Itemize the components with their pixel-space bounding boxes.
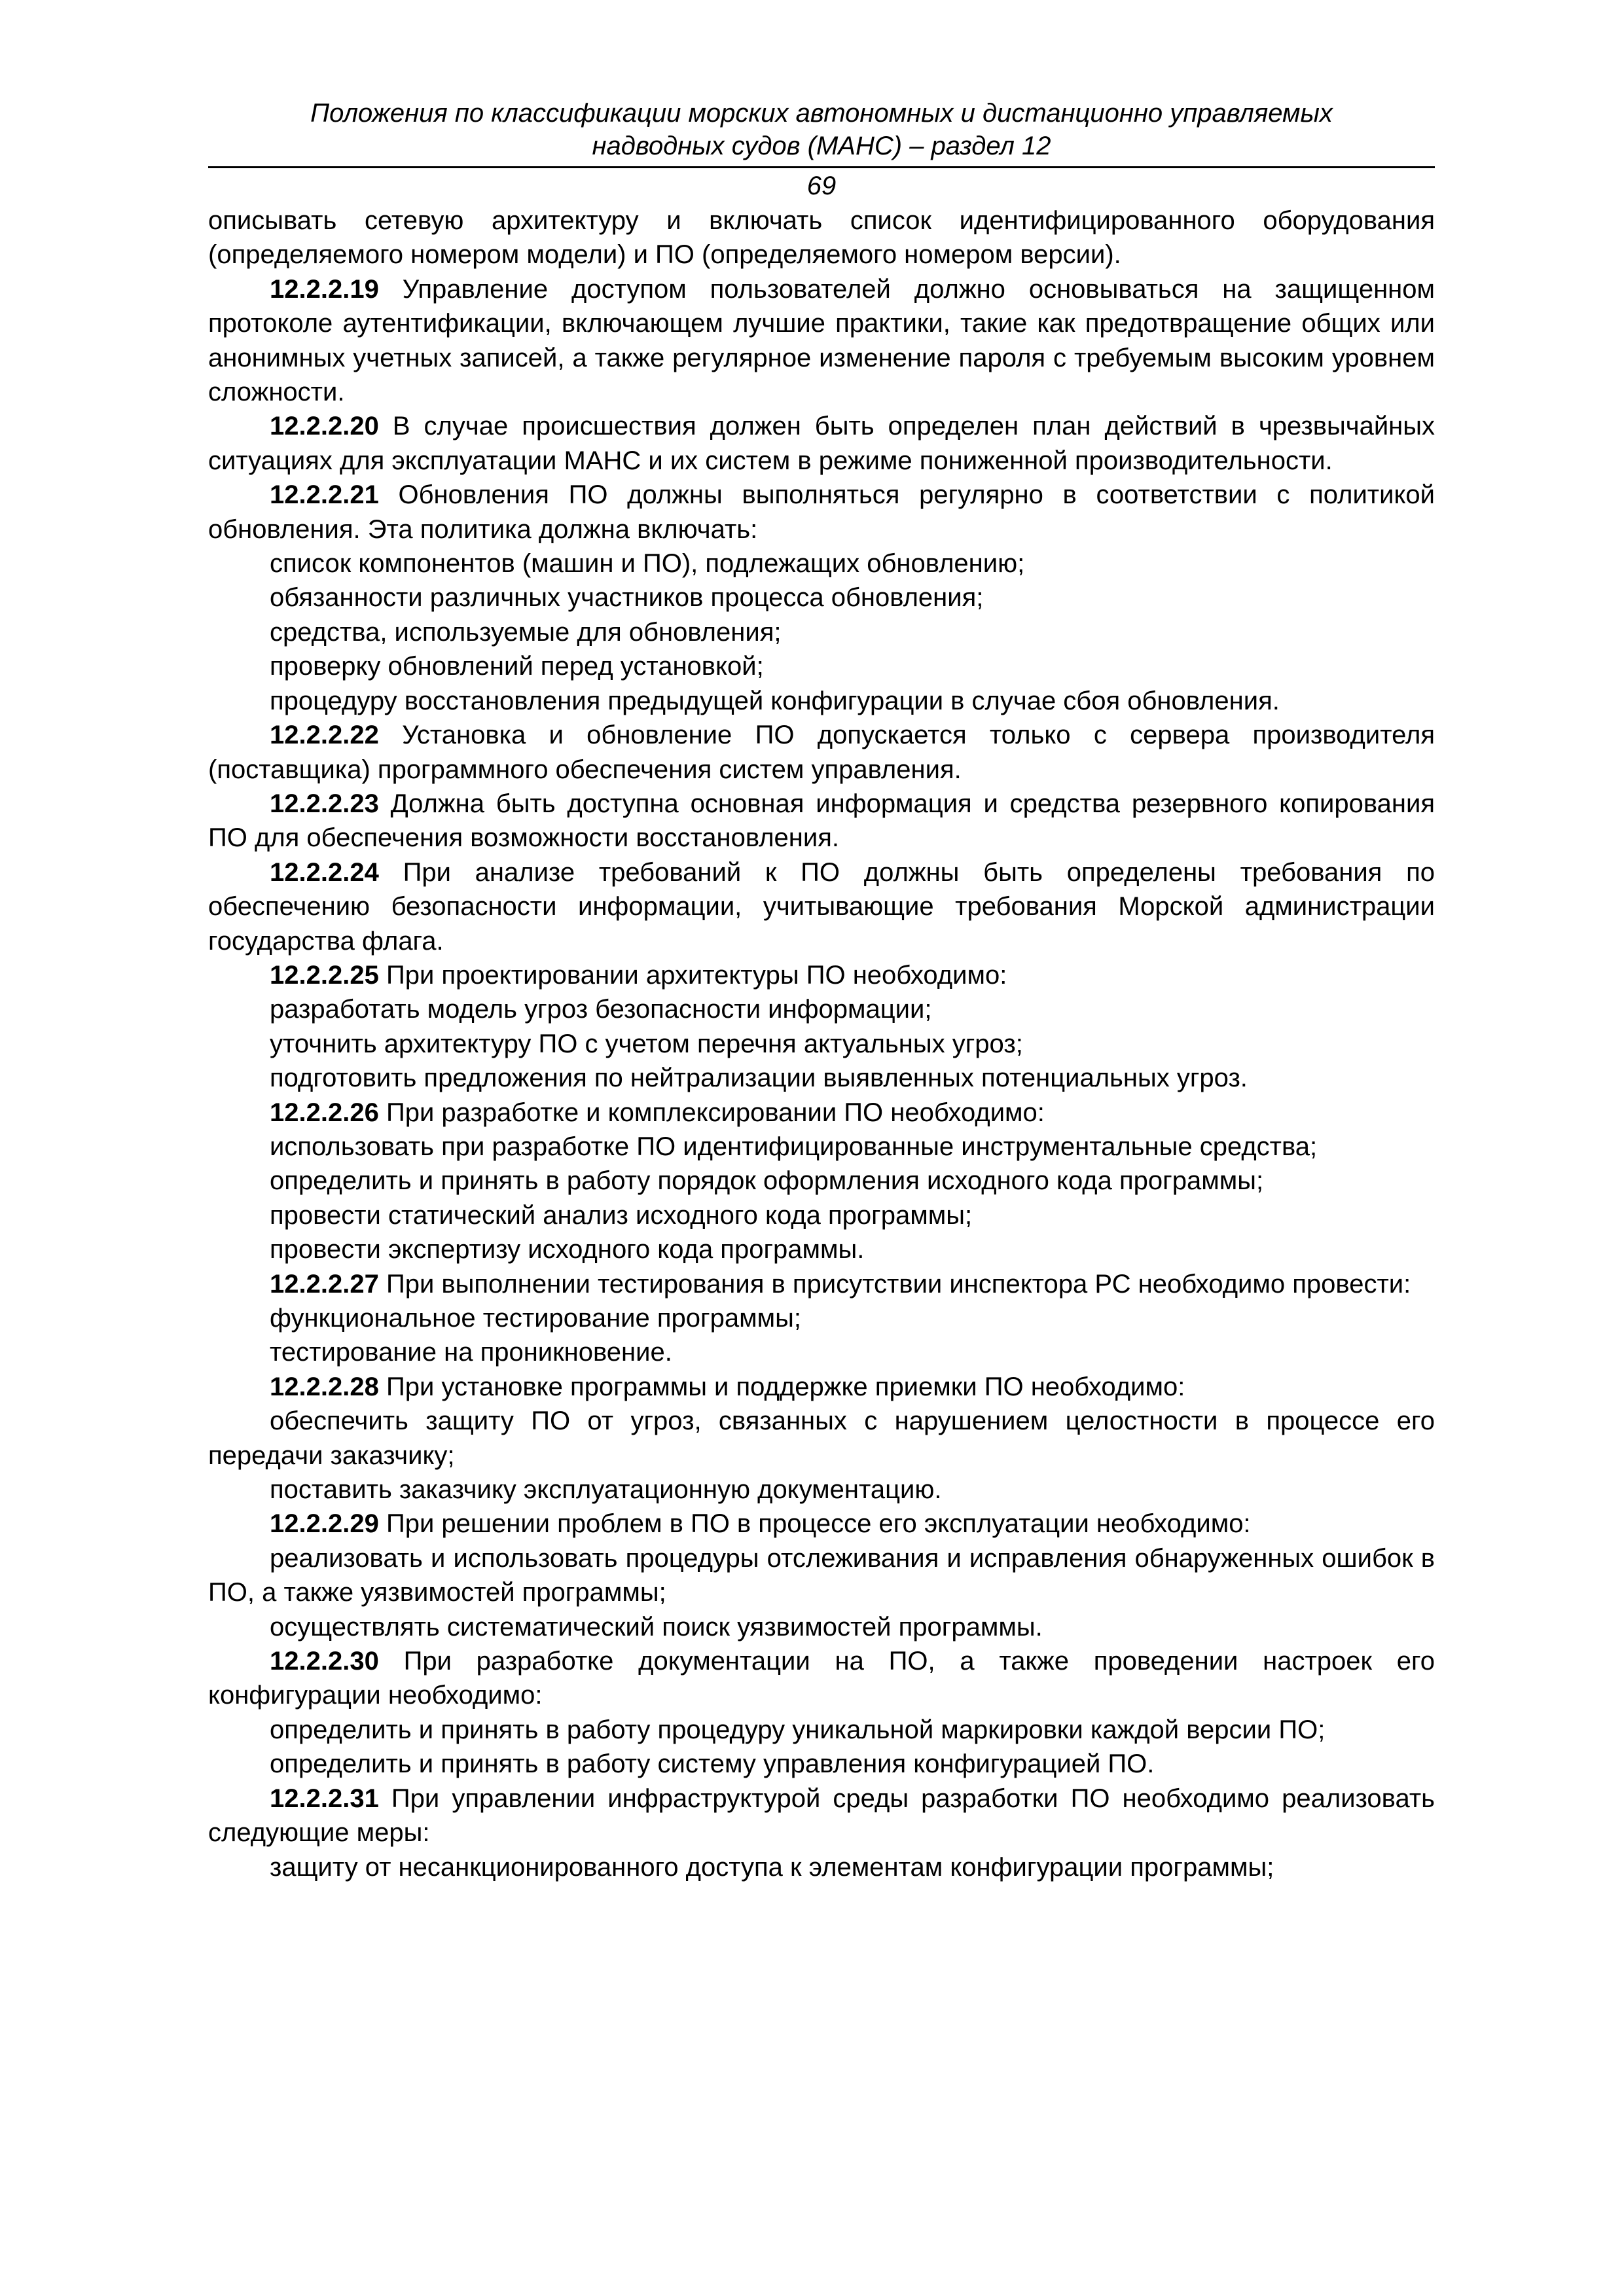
paragraph-text: Должна быть доступна основная информация и средства резервного копирования ПО для обеспечения возможности восстановления. (208, 789, 1435, 853)
list-item: провести экспертизу исходного кода программы. (270, 1235, 865, 1265)
paragraph-12-2-2-26 (208, 1096, 1435, 1130)
paragraph-12-2-2-25 (208, 958, 1435, 992)
header-title-line-1: Положения по классификации морских автономных и дистанционно управляемых (310, 99, 1333, 128)
list-item: обязанности различных участников процесса обновления; (270, 583, 984, 613)
clause-number: 12.2.2.25 (270, 960, 379, 990)
paragraph-12-2-2-27 (208, 1267, 1435, 1301)
paragraph-continuation (208, 204, 1435, 272)
paragraph-12-2-2-28 (208, 1370, 1435, 1404)
list-item: поставить заказчику эксплуатационную документацию. (270, 1475, 942, 1505)
list-item: осуществлять систематический поиск уязвимостей программы. (270, 1612, 1043, 1641)
paragraph-text: При решении проблем в ПО в процессе его эксплуатации необходимо: (378, 1509, 1251, 1539)
paragraph-text: При выполнении тестирования в присутствии инспектора РС необходимо провести: (378, 1269, 1411, 1299)
list-item: список компонентов (машин и ПО), подлежащих обновлению; (270, 549, 1025, 579)
clause-number: 12.2.2.24 (270, 857, 379, 887)
list-item: уточнить архитектуру ПО с учетом перечня актуальных угроз; (270, 1029, 1023, 1058)
clause-number: 12.2.2.27 (270, 1269, 379, 1299)
paragraph-text: описывать сетевую архитектуру и включать список идентифицированного оборудования (определяемого номером модели) и ПО (определяемого номером версии). (208, 206, 1435, 270)
paragraph-text: При разработке документации на ПО, а также проведении настроек его конфигурации необходимо: (208, 1647, 1435, 1710)
list-item: средства, используемые для обновления; (270, 617, 782, 647)
list-item: определить и принять в работу процедуру уникальной маркировки каждой версии ПО; (270, 1715, 1326, 1744)
paragraph-12-2-2-19 (208, 272, 1435, 410)
list-item: тестирование на проникновение. (270, 1338, 672, 1367)
paragraph-text: Обновления ПО должны выполняться регулярно в соответствии с политикой обновления. Эта политика должна включать: (208, 480, 1435, 544)
list-item: функциональное тестирование программы; (270, 1304, 801, 1333)
clause-number: 12.2.2.19 (270, 274, 379, 304)
clause-number: 12.2.2.23 (270, 789, 379, 818)
clause-number: 12.2.2.31 (270, 1784, 379, 1813)
paragraph-12-2-2-23 (208, 787, 1435, 855)
paragraph-12-2-2-29 (208, 1507, 1435, 1541)
list-item: разработать модель угроз безопасности информации; (270, 995, 932, 1024)
document-body (208, 204, 1435, 1884)
clause-number: 12.2.2.28 (270, 1372, 379, 1401)
clause-number: 12.2.2.26 (270, 1098, 379, 1127)
paragraph-text: При проектировании архитектуры ПО необходимо: (378, 960, 1007, 990)
paragraph-text: При анализе требований к ПО должны быть определены требования по обеспечению безопасности информации, учитывающие требования Морской администрации государства флага. (208, 857, 1435, 956)
clause-number: 12.2.2.30 (270, 1647, 379, 1676)
page-number: 69 (806, 171, 837, 200)
paragraph-12-2-2-20 (208, 409, 1435, 478)
list-item: обеспечить защиту ПО от угроз, связанных с нарушением целостности в процессе его передачи заказчику; (208, 1407, 1435, 1470)
clause-number: 12.2.2.29 (270, 1509, 379, 1539)
list-item: использовать при разработке ПО идентифицированные инструментальные средства; (270, 1132, 1318, 1161)
paragraph-12-2-2-30 (208, 1644, 1435, 1713)
list-item: провести статический анализ исходного кода программы; (270, 1200, 973, 1230)
paragraph-text: При разработке и комплексировании ПО необходимо: (378, 1098, 1045, 1127)
clause-number: 12.2.2.20 (270, 412, 379, 441)
list-item: определить и принять в работу систему управления конфигурацией ПО. (270, 1749, 1155, 1779)
clause-number: 12.2.2.22 (270, 721, 379, 750)
list-item: подготовить предложения по нейтрализации выявленных потенциальных угроз. (270, 1064, 1248, 1093)
paragraph-12-2-2-24 (208, 855, 1435, 958)
paragraph-12-2-2-21 (208, 478, 1435, 547)
list-item: реализовать и использовать процедуры отслеживания и исправления обнаруженных ошибок в ПО, а также уязвимостей программы; (208, 1543, 1435, 1607)
clause-number: 12.2.2.21 (270, 480, 379, 510)
paragraph-text: При установке программы и поддержке приемки ПО необходимо: (378, 1372, 1185, 1401)
list-item: процедуру восстановления предыдущей конфигурации в случае сбоя обновления. (270, 686, 1280, 715)
list-item: определить и принять в работу порядок оформления исходного кода программы; (270, 1166, 1264, 1196)
paragraph-12-2-2-31 (208, 1782, 1435, 1850)
header-rule (208, 166, 1435, 168)
paragraph-12-2-2-22 (208, 718, 1435, 787)
list-item: защиту от несанкционированного доступа к элементам конфигурации программы; (270, 1852, 1274, 1882)
list-item: проверку обновлений перед установкой; (270, 652, 764, 681)
page-header (208, 97, 1435, 202)
header-title-line-2: надводных судов (МАНС) – раздел 12 (592, 132, 1051, 160)
paragraph-text: При управлении инфраструктурой среды разработки ПО необходимо реализовать следующие меры: (208, 1784, 1435, 1848)
paragraph-text: В случае происшествия должен быть определен план действий в чрезвычайных ситуациях для эксплуатации МАНС и их систем в режиме пониженной производительности. (208, 412, 1435, 475)
document-page (208, 97, 1435, 1884)
paragraph-text: Управление доступом пользователей должно основываться на защищенном протоколе аутентификации, включающем лучшие практики, такие как предотвращение общих или анонимных учетных записей, а также регулярное изменение пароля с требуемым высоким уровнем сложности. (208, 274, 1435, 407)
paragraph-text: Установка и обновление ПО допускается только с сервера производителя (поставщика) программного обеспечения систем управления. (208, 721, 1435, 784)
